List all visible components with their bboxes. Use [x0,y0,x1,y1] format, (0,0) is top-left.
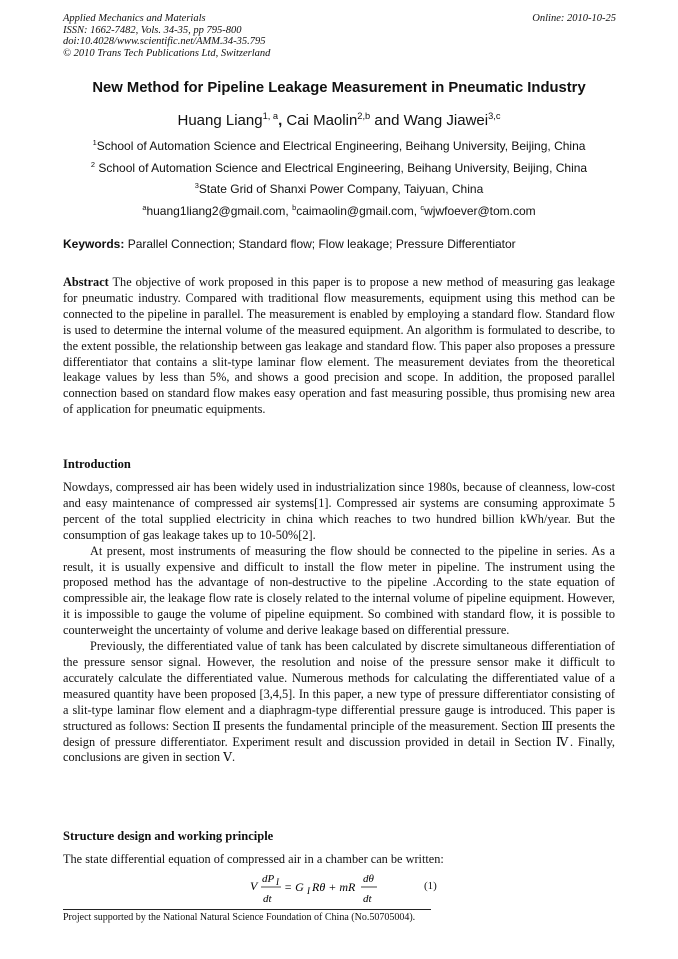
affiliation-text: School of Automation Science and Electrical Engineering, Beihang University, Beijing, China [95,161,588,175]
paragraph: Previously, the differentiated value of tank has been calculated by discrete simultaneous differentiation of the pressure sensor signal. However, the resolution and noise of the pressure sensor make it difficult to accurately calculate the differentiated value. Numerous methods for calculating the differentiated value of a measured quantity have been proposed [3,4,5]. In this paper, a new type of pressure differentiator consisting of a slit-type laminar flow element and a diaphragm-type differential pressure gauge is introduced. This paper is structured as follows: Section Ⅱ presents the fundamental principle of the measurement. Section Ⅲ presents the design of pressure differentiator. Experiment result and discussion provided in detail in Section Ⅳ. Finally, conclusions are given in section Ⅴ. [63,639,615,765]
abstract [63,275,615,418]
online-date: Online: 2010-10-25 [532,13,616,24]
keywords-text: Parallel Connection; Standard flow; Flow leakage; Pressure Differentiator [124,237,516,251]
author-sup: 2,b [357,111,371,121]
eq-rhs-tail: Rθ + mR [312,880,356,894]
affiliation-2 [0,161,678,175]
author-list [0,112,678,129]
email-sup: b [292,203,297,212]
equation-1 [236,868,396,912]
eq-den1: dt [263,893,272,905]
keywords-label: Keywords: [63,237,125,251]
author-name: Wang Jiawei [403,112,489,129]
affiliation-sup: 2 [90,160,96,169]
eq-num1-sub: I [276,877,279,887]
footnote: Project supported by the National Natural Science Foundation of China (No.50705004). [63,912,416,923]
doi-line[interactable]: doi:10.4028/www.scientific.net/AMM.34-35.795 [63,36,266,47]
paper-title: New Method for Pipeline Leakage Measurement in Pneumatic Industry [92,80,586,96]
equation-graphic [236,868,396,908]
author-sup: 3,c [488,111,501,121]
journal-name: Applied Mechanics and Materials [63,13,206,24]
copyright-line: © 2010 Trans Tech Publications Ltd, Switzerland [63,47,271,59]
email-sup: a [142,203,147,212]
email-line [0,204,678,218]
footnote-divider [63,909,431,910]
eq-den2: dt [363,893,372,905]
author-sep: and [370,112,404,129]
affiliation-sup: 1 [92,138,97,147]
abstract-text: The objective of work proposed in this paper is to propose a new method of measuring gas leakage for pneumatic industry. Compared with traditional flow measurements, equipment using this method can be connected to the pipeline in parallel. The measurement is enabled by employing a standard flow. Standard flow is used to determine the internal volume of the measured equipment. An algorithm is formulated to describe, to the extent possible, the relationship between gas leakage and standard flow. This paper also proposes a pressure differentiator that contains a slit-type laminar flow element. The measurement deviates from the theoretical leakage values by less than 5%, and shows a good precision and scope. In addition, the proposed parallel connection based on standard flow makes easy operation and fast measuring possible, thus promising new area of application for pneumatic equipments. [63,275,615,417]
affiliation-3 [0,182,678,196]
abstract-label: Abstract [63,275,109,289]
affiliation-text: School of Automation Science and Electrical Engineering, Beihang University, Beijing, China [96,139,586,153]
author-name: Cai Maolin [286,112,358,129]
page-header [63,13,616,59]
author-sep: , [278,112,287,129]
affiliation-sup: 3 [194,181,199,190]
paragraph: Nowdays, compressed air has been widely used in industrialization since 1980s, because of cleanness, low-cost and easy maintenance of compressed air systems[1]. Compressed air systems are consuming approximate 5 percent of the total supplied electricity in china which reaches to two hundred billion kWh/year. But the consumption of gas leakage takes up to 10-50%[2]. [63,480,615,542]
paragraph: At present, most instruments of measuring the flow should be connected to the pipeline in series. As a result, it is usually expensive and difficult to install the flow meter in pipeline. The instrument using the proposed method has the advantage of non-destructive to the pipeline .According to the state equation of compressible air, the leakage flow rate is closely related to the internal volume of pipeline equipment. However, it is impossible to gauge the volume of pipeline equipment. So combined with standard flow, it is possible to counterweight the uncertainty of volume and derive leakage based on differential pressure. [63,543,615,638]
email-link[interactable]: huang1liang2@gmail.com, [146,204,293,218]
eq-rhs: = G [284,880,304,894]
equation-number: (1) [424,880,437,892]
introduction-body [63,480,615,766]
keywords-line [63,237,516,251]
affiliation-1 [0,139,678,153]
issn-line: ISSN: 1662-7482, Vols. 34-35, pp 795-800 [63,24,242,36]
affiliation-text: State Grid of Shanxi Power Company, Taiyuan, China [198,182,484,196]
structure-text: The state differential equation of compressed air in a chamber can be written: [63,852,444,866]
eq-rhs-sub: I [307,886,310,896]
eq-num2: dθ [363,873,374,885]
eq-num1: dP [262,873,275,885]
structure-heading: Structure design and working principle [63,829,274,843]
introduction-heading: Introduction [63,457,131,471]
email-link[interactable]: wjwfoever@tom.com [424,204,536,218]
author-sup: 1, a [262,111,279,121]
email-sup: c [420,203,425,212]
author-name: Huang Liang [177,112,263,129]
email-link[interactable]: caimaolin@gmail.com, [296,204,421,218]
eq-v: V [250,879,258,893]
